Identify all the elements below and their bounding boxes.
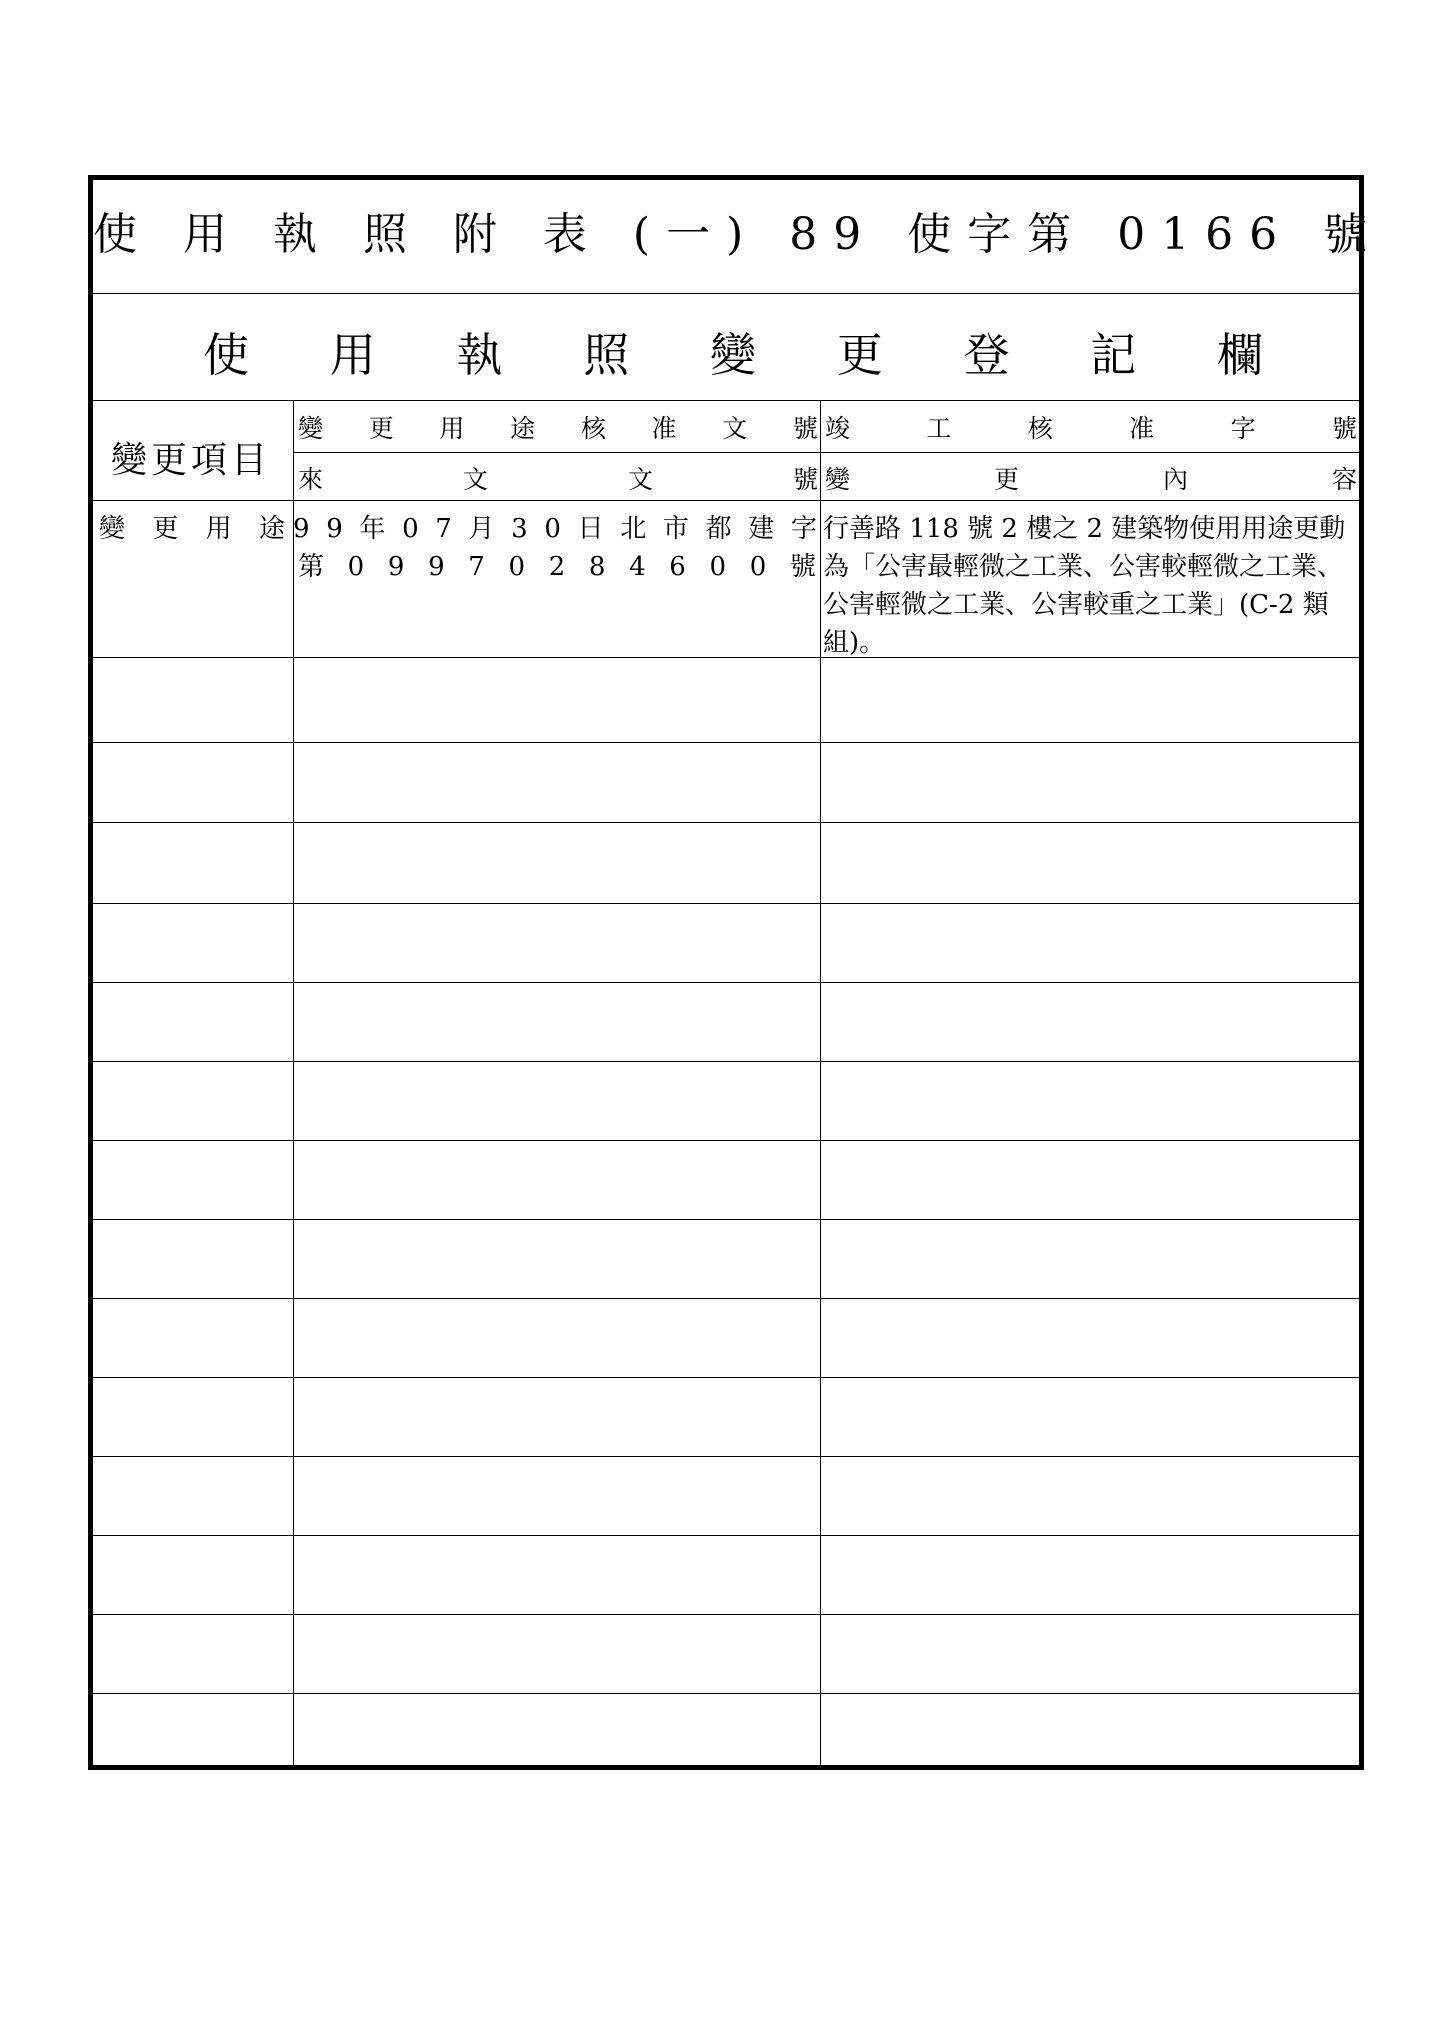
row-divider xyxy=(93,1298,1359,1299)
incoming-doc-header: 來 文 文 號 xyxy=(298,465,818,494)
row-divider xyxy=(93,1140,1359,1141)
row-divider xyxy=(93,822,1359,823)
row-divider xyxy=(93,1061,1359,1062)
row-divider xyxy=(93,1693,1359,1694)
change-content-header: 變 更 內 容 xyxy=(825,465,1357,494)
row-doc-number-line2: 第 0 9 9 7 0 2 8 4 6 0 0 號 xyxy=(298,552,816,582)
row-divider xyxy=(93,1377,1359,1378)
usage-permit-change-form xyxy=(88,175,1384,1770)
row-divider xyxy=(93,1219,1359,1220)
form-title: 使 用 執 照 附 表 (一) 89 使字第 0166 號 xyxy=(93,209,1384,260)
row-doc-number-line1: 9 9 年 0 7 月 3 0 日 北 市 都 建 字 xyxy=(293,514,817,544)
row-divider xyxy=(93,1456,1359,1457)
row-divider xyxy=(93,1535,1359,1536)
completion-no-header: 竣 工 核 准 字 號 xyxy=(825,414,1357,443)
row-change-content: 行善路 118 號 2 樓之 2 建築物使用用途更動為「公害最輕微之工業、公害較輕微之工業、公害輕微之工業、公害較重之工業」(C-2 類組)。 xyxy=(823,514,1346,658)
row-divider xyxy=(93,1614,1359,1615)
form-subtitle: 使 用 執 照 變 更 登 記 欄 xyxy=(203,328,1263,382)
row-change-item: 變 更 用 途 xyxy=(99,514,285,544)
row-divider xyxy=(93,903,1359,904)
header-divider xyxy=(93,400,1359,401)
row-divider xyxy=(93,982,1359,983)
row-divider xyxy=(93,742,1359,743)
column-divider xyxy=(820,400,821,1765)
title-divider xyxy=(93,293,1359,294)
approval-doc-header: 變 更 用 途 核 准 文 號 xyxy=(298,414,818,443)
column-divider xyxy=(293,400,294,1765)
change-item-header: 變更項目 xyxy=(110,440,271,481)
